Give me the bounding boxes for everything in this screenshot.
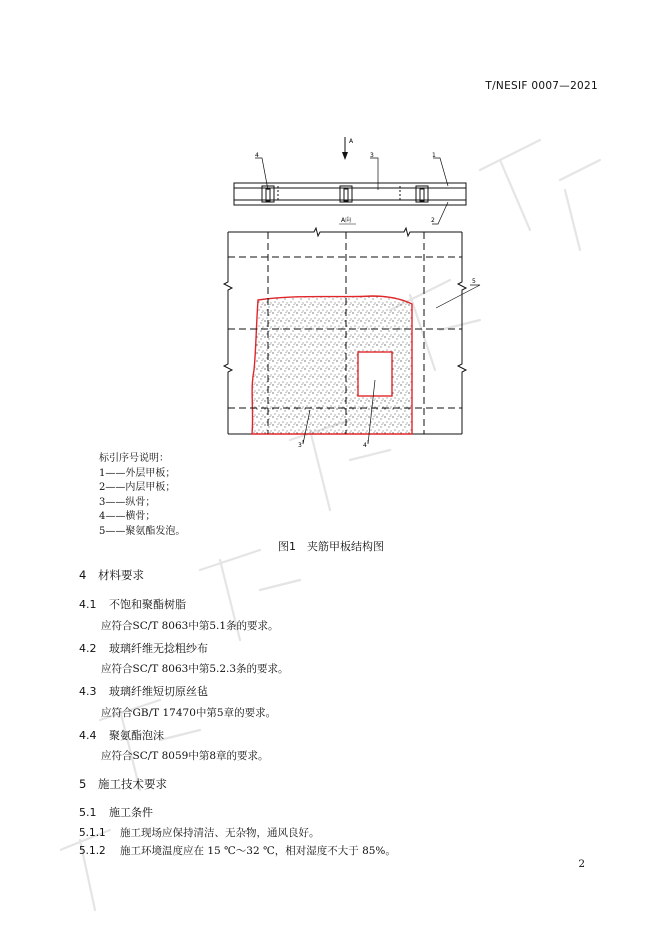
section-title: 玻璃纤维短切原丝毡 xyxy=(109,685,208,698)
section-number: 4 xyxy=(79,568,87,582)
section-title: 不饱和聚酯树脂 xyxy=(109,598,186,611)
callout-5: 5 xyxy=(472,278,476,285)
section-5-1-heading xyxy=(79,804,153,820)
callout-3-bottom: 3 xyxy=(298,442,302,449)
legend-item: 1——外层甲板； xyxy=(99,467,176,479)
section-4-3-body: 应符合GB/T 17470中第5章的要求。 xyxy=(101,707,277,719)
callout-4-bottom: 4 xyxy=(363,442,367,449)
clause-5-1-1 xyxy=(79,825,320,840)
figure-caption: 图1 夹筋甲板结构图 xyxy=(278,540,384,553)
view-label: A向 xyxy=(341,217,352,224)
section-4-4-heading xyxy=(79,727,164,743)
section-number: 4.3 xyxy=(79,685,97,698)
section-label: A xyxy=(349,138,354,145)
section-number: 5 xyxy=(79,777,87,791)
inspection-opening xyxy=(358,352,392,396)
callout-4-top: 4 xyxy=(255,152,259,159)
section-4-2-body: 应符合SC/T 8063中第5.2.3条的要求。 xyxy=(101,663,289,675)
callout-3-top: 3 xyxy=(370,152,374,159)
section-title: 材料要求 xyxy=(98,568,144,582)
section-title: 施工技术要求 xyxy=(98,777,167,791)
callout-2: 2 xyxy=(431,217,435,224)
section-4-heading xyxy=(79,567,144,583)
clause-number: 5.1.1 xyxy=(79,827,106,839)
section-number: 5.1 xyxy=(79,806,97,819)
cross-section xyxy=(234,183,466,205)
section-4-2-heading xyxy=(79,640,208,656)
section-number: 4.4 xyxy=(79,729,97,742)
section-4-4-body: 应符合SC/T 8059中第8章的要求。 xyxy=(101,750,269,762)
section-5-heading xyxy=(79,776,167,792)
clause-number: 5.1.2 xyxy=(79,845,106,857)
standard-number: T/NESIF 0007—2021 xyxy=(485,80,598,92)
legend-item: 3——纵骨； xyxy=(99,496,156,508)
section-arrow xyxy=(342,137,348,160)
legend-item: 2——内层甲板； xyxy=(99,482,176,494)
legend-item: 4——横骨； xyxy=(99,511,156,523)
clause-5-1-2 xyxy=(79,843,396,858)
legend-item: 5——聚氨酯发泡。 xyxy=(99,525,186,537)
section-title: 施工条件 xyxy=(109,806,153,819)
clause-text: 施工环境温度应在 15 ℃～32 ℃，相对湿度不大于 85%。 xyxy=(120,845,396,857)
section-4-1-body: 应符合SC/T 8063中第5.1条的要求。 xyxy=(101,620,279,632)
callout-1: 1 xyxy=(432,152,436,159)
section-number: 4.1 xyxy=(79,598,97,611)
section-title: 聚氨酯泡沫 xyxy=(109,729,164,742)
figure-legend xyxy=(99,452,185,540)
section-4-1-heading xyxy=(79,596,186,612)
page-number: 2 xyxy=(578,858,585,870)
legend-title: 标引序号说明： xyxy=(99,453,169,464)
section-title: 玻璃纤维无捻粗纱布 xyxy=(109,642,208,655)
clause-text: 施工现场应保持清洁、无杂物，通风良好。 xyxy=(120,827,320,839)
section-number: 4.2 xyxy=(79,642,97,655)
section-4-3-heading xyxy=(79,683,208,699)
